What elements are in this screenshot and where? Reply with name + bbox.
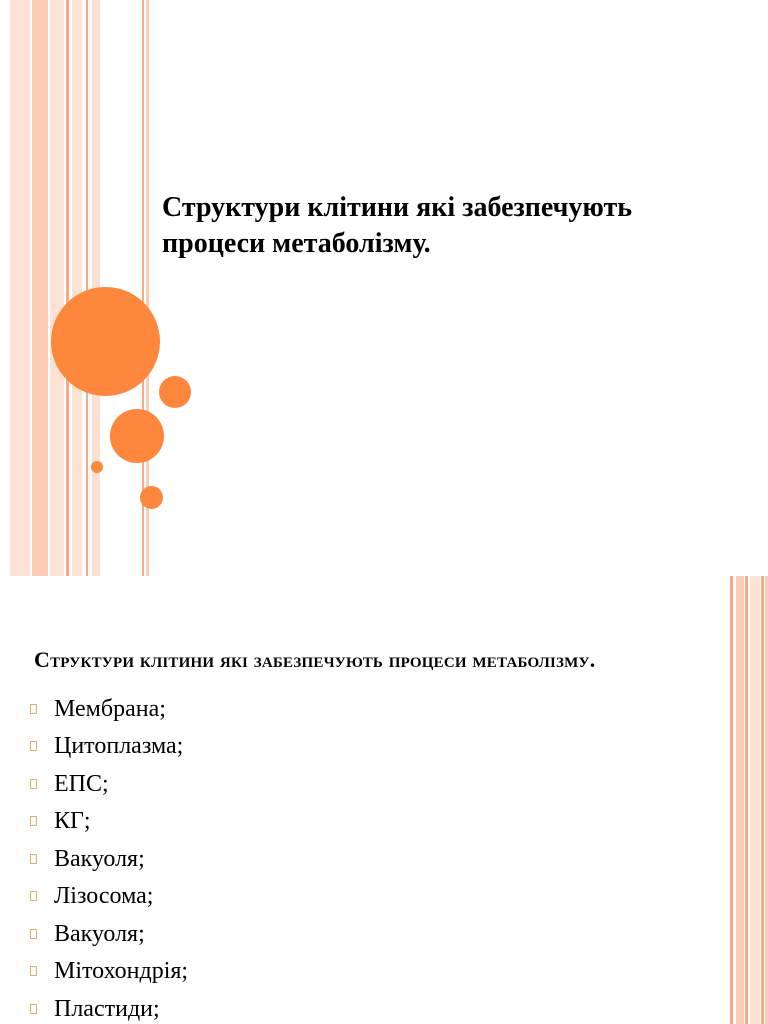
- decorative-circle-small: [140, 486, 163, 509]
- square-bullet-icon: [30, 779, 37, 789]
- list-item-text: Лізосома;: [54, 883, 154, 910]
- list-item-text: Цитоплазма;: [54, 733, 184, 760]
- structures-list: [30, 690, 188, 1024]
- list-item-text: Мітохондрія;: [54, 958, 189, 985]
- decorative-circle-tiny: [91, 461, 103, 473]
- list-item-text: Вакуоля;: [54, 845, 145, 872]
- list-item-text: Мембрана;: [54, 695, 166, 722]
- square-bullet-icon: [30, 704, 37, 714]
- list-item-text: Пластиди;: [54, 995, 160, 1022]
- list-item: [30, 728, 188, 766]
- square-bullet-icon: [30, 966, 37, 976]
- decorative-circle-right: [159, 376, 191, 408]
- list-item: [30, 878, 188, 916]
- decorative-stripes-right: [730, 576, 768, 1024]
- decorative-circle-large: [51, 287, 160, 396]
- list-item-text: ЕПС;: [54, 770, 109, 797]
- square-bullet-icon: [30, 1004, 37, 1014]
- content-title: Структури клітини які забезпечують процеси метаболізму.: [34, 647, 596, 672]
- square-bullet-icon: [30, 929, 37, 939]
- list-item: [30, 840, 188, 878]
- slide-title: Структури клітини які забезпечують процеси метаболізму.: [162, 192, 633, 259]
- list-item-text: КГ;: [54, 808, 91, 835]
- square-bullet-icon: [30, 816, 37, 826]
- list-item-text: Вакуоля;: [54, 920, 145, 947]
- content-slide: [0, 576, 768, 1024]
- square-bullet-icon: [30, 741, 37, 751]
- decorative-stripes-left: [10, 0, 150, 576]
- list-item: [30, 803, 188, 841]
- decorative-circle-medium: [110, 409, 164, 463]
- square-bullet-icon: [30, 891, 37, 901]
- list-item: [30, 690, 188, 728]
- list-item: [30, 915, 188, 953]
- square-bullet-icon: [30, 854, 37, 864]
- list-item: [30, 990, 188, 1024]
- list-item: [30, 765, 188, 803]
- list-item: [30, 953, 188, 991]
